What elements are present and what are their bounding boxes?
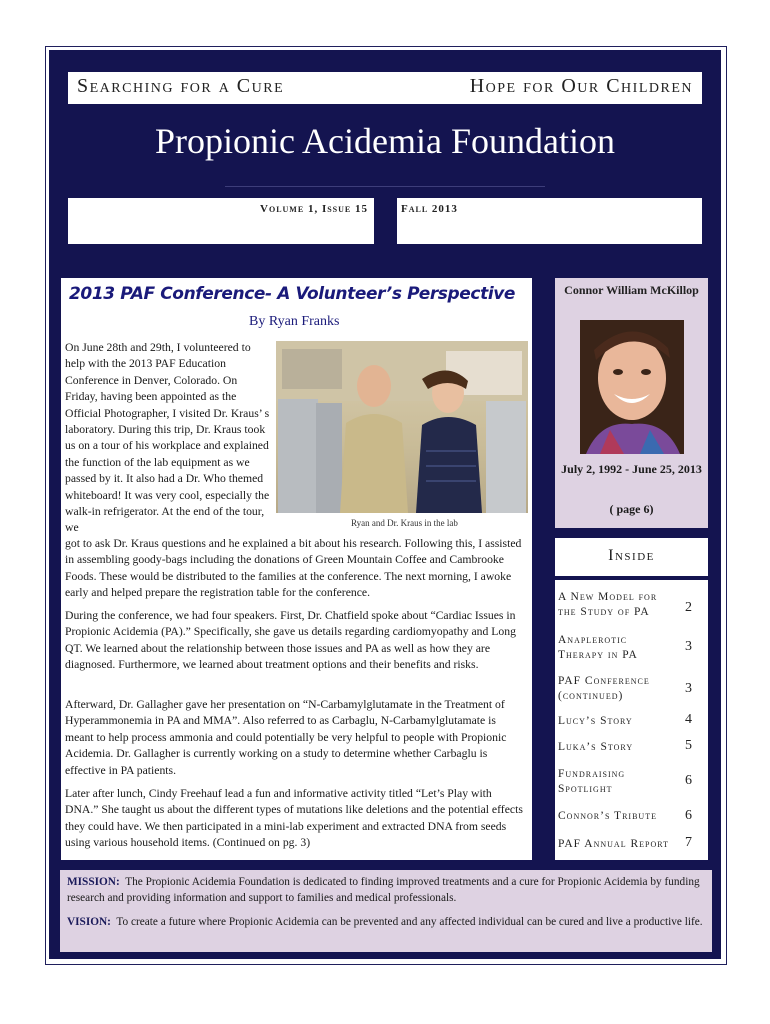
toc-item-page: 4 — [685, 712, 693, 727]
left-tagline: Searching for a Cure — [77, 75, 285, 97]
toc-item-page: 6 — [685, 773, 693, 788]
article-title: 2013 PAF Conference- A Volunteer’s Perspective — [69, 284, 516, 304]
toc-item[interactable] — [558, 674, 705, 703]
photo-caption: Ryan and Dr. Kraus in the lab — [351, 518, 458, 528]
mission-vision-box — [60, 870, 712, 952]
article-paragraph-1: On June 28th and 29th, I volunteered to help with the 2013 PAF Education Conference in Denver, Colorado. On Friday, having been appointed as the Official Photographer, I visited Dr. Kraus’ s laboratory. During this trip, Dr. Kraus took us on a tour of his workplace and explained the function of the lab equipment as we passed by it. It also had a Dr. Who themed whiteboard! It was very cool, especially the walk-in refrigerator. At the end of the tour, we — [65, 341, 270, 535]
right-tagline: Hope for Our Children — [469, 75, 693, 97]
masthead-title: Propionic Acidemia Foundation — [155, 121, 615, 161]
inside-heading: Inside — [555, 538, 708, 576]
toc-item[interactable] — [558, 633, 705, 662]
article-byline: By Ryan Franks — [249, 314, 340, 329]
volume-label: Volume 1, Issue 15 — [260, 203, 368, 215]
article-intro-column — [65, 340, 271, 537]
toc-item-page: 3 — [685, 681, 693, 696]
lab-photo — [276, 341, 528, 513]
toc-item[interactable] — [558, 740, 705, 755]
toc-item-page: 2 — [685, 600, 693, 615]
toc-item-page: 3 — [685, 639, 693, 654]
season-label: Fall 2013 — [401, 203, 458, 215]
vision-label: VISION: — [67, 916, 111, 928]
article-paragraph-4: Later after lunch, Cindy Freehauf lead a fun and informative activity titled “Let’s Play with DNA.” She taught us about the different types of mutations like deletions and the potential effects they could have. We then participated in a mini-lab experiment and extracted DNA from seeds using various household items. (Continued on pg. 3) — [65, 787, 523, 850]
main-article — [61, 278, 532, 860]
season-box — [397, 198, 702, 244]
mission-text: The Propionic Acidemia Foundation is dedicated to finding improved treatments and a cure for Propionic Acidemia by funding research and providing information and support to families and medical professionals. — [67, 876, 700, 904]
toc-item-title: Connor’s Tribute — [558, 810, 657, 822]
tribute-name: Connor William McKillop — [564, 283, 699, 297]
toc-item-page: 7 — [685, 835, 693, 850]
vision-statement — [67, 914, 707, 930]
masthead-divider — [225, 186, 545, 187]
toc-item[interactable] — [558, 837, 705, 852]
toc-item-title: Fundraising Spotlight — [558, 768, 626, 795]
tribute-dates: July 2, 1992 - June 25, 2013 — [561, 462, 702, 476]
portrait-illustration — [580, 320, 684, 454]
toc-item-title: Lucy’s Story — [558, 715, 633, 727]
article-paragraph-1-continued: got to ask Dr. Kraus questions and he explained a bit about his research. Following this, I assisted in assembling goody-bags including the donations of Green Mountain Coffee and Cambrooke Foods. These would be distributed to the families at the conference. The next morning, I awoke early and helped prepare the registration table for the conference. — [65, 537, 522, 600]
article-paragraph-3: Afterward, Dr. Gallagher gave her presentation on “N-Carbamylglutamate in the Treatment of Hyperammonemia in PA and MMA”. Also referred to as Carbaglu, N-Carbamylglutamate is meant to help process ammonia and could potentially be very helpful to people with Propionic Acidemia. Dr. Gallagher is currently working on a study to determine whether Carbaglu is effective in PA patients. — [65, 698, 507, 777]
tribute-box — [555, 278, 708, 528]
article-paragraph-2: During the conference, we had four speakers. First, Dr. Chatfield spoke about “Cardiac Issues in Propionic Acidemia (PA).” Specifically, she gave us details regarding cardiomyopathy and Long QT. We learned about the relationship between those issues and PA as well as how they are diagnosed. Furthermore, we learned about treatment options and their benefits and risks. — [65, 609, 516, 672]
tribute-portrait — [580, 320, 684, 454]
toc-item[interactable] — [558, 714, 705, 729]
toc-item-title: Anaplerotic Therapy in PA — [558, 634, 638, 661]
toc-item-page: 5 — [685, 738, 693, 753]
toc-item[interactable] — [558, 767, 705, 796]
toc-item-title: Luka’s Story — [558, 741, 634, 753]
mission-statement — [67, 874, 707, 906]
inside-toc — [555, 580, 708, 860]
toc-item-title: PAF Conference (continued) — [558, 675, 650, 702]
toc-item-title: A New Model for the Study of PA — [558, 591, 658, 618]
toc-item-page: 6 — [685, 808, 693, 823]
mission-label: MISSION: — [67, 876, 120, 888]
toc-item[interactable] — [558, 590, 705, 619]
lab-photo-illustration — [276, 341, 528, 513]
toc-item-title: PAF Annual Report — [558, 838, 669, 850]
tagline-bar — [68, 72, 702, 104]
vision-text: To create a future where Propionic Acidemia can be prevented and any affected individual can be cured and live a productive life. — [116, 916, 703, 928]
volume-box — [68, 198, 374, 244]
tribute-page-ref: ( page 6) — [609, 502, 654, 516]
toc-item[interactable] — [558, 809, 705, 824]
